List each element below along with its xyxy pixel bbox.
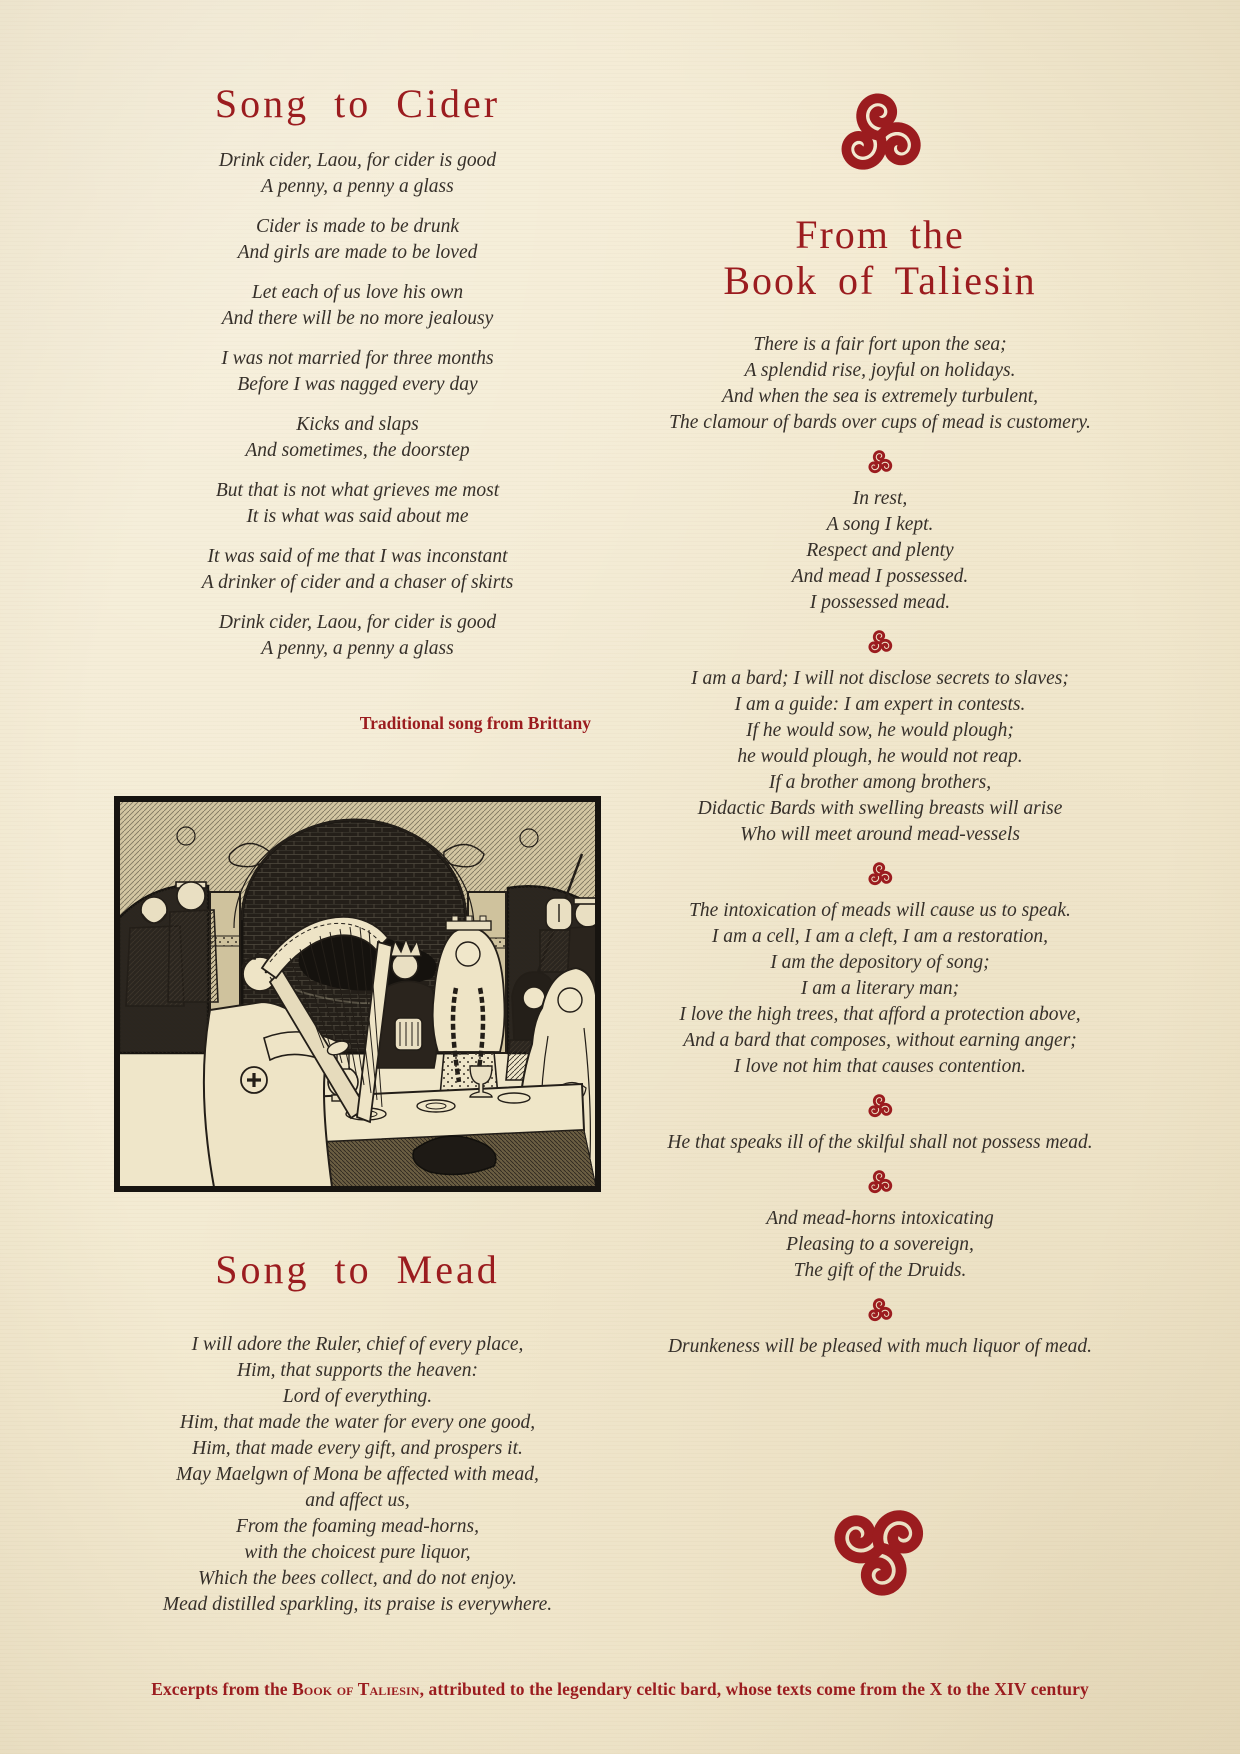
footer-book-title: Book of Taliesin bbox=[292, 1679, 420, 1699]
poem-line: And when the sea is extremely turbulent, bbox=[721, 386, 1039, 407]
poem-line: he would plough, he would not reap. bbox=[737, 746, 1023, 767]
triskelion-separator-icon bbox=[620, 1092, 1140, 1122]
triskelion-separator-icon bbox=[620, 860, 1140, 890]
triskelion-separator-icon bbox=[620, 448, 1140, 478]
poem-line: Before I was nagged every day bbox=[237, 374, 478, 395]
song-to-cider-title: Song to Cider bbox=[214, 81, 501, 126]
poem-line: I will adore the Ruler, chief of every place, bbox=[191, 1334, 524, 1355]
poem-line: From the foaming mead-horns, bbox=[235, 1516, 479, 1537]
poem-line: I am a guide: I am expert in contests. bbox=[734, 694, 1026, 715]
stanza bbox=[620, 1334, 1140, 1360]
poem-line: Kicks and slaps bbox=[296, 414, 419, 435]
poem-line: Mead distilled sparkling, its praise is everywhere. bbox=[162, 1594, 553, 1615]
poem-line: If a brother among brothers, bbox=[768, 772, 992, 793]
poem-line: It was said of me that I was inconstant bbox=[207, 546, 508, 567]
poem-line: A penny, a penny a glass bbox=[261, 638, 454, 659]
poem-line: with the choicest pure liquor, bbox=[244, 1542, 471, 1563]
poem-line: Who will meet around mead-vessels bbox=[740, 824, 1020, 845]
poem-line: I am a bard; I will not disclose secrets to slaves; bbox=[691, 668, 1069, 689]
footer-suffix: , attributed to the legendary celtic bard, whose texts come from the X to the XIV century bbox=[419, 1679, 1089, 1699]
stanza bbox=[620, 486, 1140, 616]
poem-line: Respect and plenty bbox=[806, 540, 954, 561]
taliesin-title-line1: From the bbox=[795, 212, 965, 257]
poem-line: But that is not what grieves me most bbox=[215, 480, 500, 501]
song-to-mead-title: Song to Mead bbox=[215, 1247, 500, 1292]
footer-attribution bbox=[0, 1679, 1240, 1700]
poem-line: Didactic Bards with swelling breasts will arise bbox=[697, 798, 1063, 819]
stanza bbox=[110, 544, 605, 596]
triskelion-separator-icon bbox=[620, 1168, 1140, 1198]
illustration-frame bbox=[114, 796, 601, 1192]
left-column bbox=[110, 0, 605, 1618]
stanza bbox=[620, 1130, 1140, 1156]
poem-line: The clamour of bards over cups of mead is customery. bbox=[669, 412, 1091, 433]
triskelion-icon bbox=[620, 1492, 1140, 1604]
poem-line: Pleasing to a sovereign, bbox=[786, 1234, 974, 1255]
stanza bbox=[620, 666, 1140, 848]
poem-line: I am a literary man; bbox=[800, 978, 960, 999]
poem-line: In rest, bbox=[852, 488, 908, 509]
poem-line: and affect us, bbox=[305, 1490, 410, 1511]
poem-line: And there will be no more jealousy bbox=[221, 308, 494, 329]
stanza bbox=[620, 1206, 1140, 1284]
poem-line: Cider is made to be drunk bbox=[255, 216, 460, 237]
stanza bbox=[110, 148, 605, 200]
poem-line: Let each of us love his own bbox=[251, 282, 464, 303]
stanza bbox=[620, 898, 1140, 1080]
triskelion-separator-icon bbox=[620, 628, 1140, 658]
cider-poem bbox=[110, 148, 605, 662]
poem-line: May Maelgwn of Mona be affected with mead, bbox=[176, 1464, 539, 1485]
stanza bbox=[110, 610, 605, 662]
triskelion-separator-icon bbox=[620, 1296, 1140, 1326]
poem-line: I am the depository of song; bbox=[770, 952, 990, 973]
medieval-feast-illustration bbox=[114, 796, 601, 1192]
stanza bbox=[620, 332, 1140, 436]
poem-line: A penny, a penny a glass bbox=[261, 176, 454, 197]
poem-line: Him, that supports the heaven: bbox=[236, 1360, 478, 1381]
triskelion-icon bbox=[620, 86, 1140, 186]
poem-line: And a bard that composes, without earning anger; bbox=[683, 1030, 1077, 1051]
taliesin-poem bbox=[620, 332, 1140, 1360]
poem-line: A splendid rise, joyful on holidays. bbox=[744, 360, 1016, 381]
poem-line: Drink cider, Laou, for cider is good bbox=[218, 612, 497, 633]
stanza bbox=[110, 478, 605, 530]
poem-line: A drinker of cider and a chaser of skirts bbox=[201, 572, 514, 593]
poem-line: If he would sow, he would plough; bbox=[746, 720, 1014, 741]
poem-line: It is what was said about me bbox=[246, 506, 469, 527]
poem-line: A song I kept. bbox=[826, 514, 934, 535]
poem-line: Him, that made every gift, and prospers it. bbox=[192, 1438, 523, 1459]
footer-prefix: Excerpts from the bbox=[151, 1679, 293, 1699]
taliesin-heading bbox=[620, 212, 1140, 304]
poem-line: There is a fair fort upon the sea; bbox=[753, 334, 1007, 355]
poem-line: Him, that made the water for every one good, bbox=[179, 1412, 536, 1433]
cider-attribution: Traditional song from Brittany bbox=[359, 713, 591, 733]
stanza bbox=[110, 214, 605, 266]
poem-line: And mead-horns intoxicating bbox=[766, 1208, 994, 1229]
poem-line: I was not married for three months bbox=[221, 348, 494, 369]
poem-line: Which the bees collect, and do not enjoy. bbox=[198, 1568, 517, 1589]
poem-line: The intoxication of meads will cause us to speak. bbox=[689, 900, 1071, 921]
poem-line: Drunkeness will be pleased with much liquor of mead. bbox=[667, 1336, 1093, 1357]
taliesin-title-line2: Book of Taliesin bbox=[723, 258, 1037, 303]
stanza bbox=[110, 280, 605, 332]
poem-line: I possessed mead. bbox=[809, 592, 951, 613]
right-column bbox=[620, 0, 1140, 1604]
poem-line: And mead I possessed. bbox=[791, 566, 969, 587]
poem-line: He that speaks ill of the skilful shall not possess mead. bbox=[667, 1132, 1093, 1153]
poem-line: I love not him that causes contention. bbox=[734, 1056, 1026, 1077]
poem-line: The gift of the Druids. bbox=[793, 1260, 967, 1281]
poem-line: I love the high trees, that afford a protection above, bbox=[679, 1004, 1081, 1025]
stanza bbox=[110, 412, 605, 464]
mead-poem bbox=[110, 1332, 605, 1618]
stanza bbox=[110, 346, 605, 398]
poem-line: And sometimes, the doorstep bbox=[245, 440, 470, 461]
poem-line: I am a cell, I am a cleft, I am a restoration, bbox=[711, 926, 1049, 947]
poem-line: Drink cider, Laou, for cider is good bbox=[218, 150, 497, 171]
poem-line: And girls are made to be loved bbox=[237, 242, 478, 263]
poem-line: Lord of everything. bbox=[282, 1386, 433, 1407]
